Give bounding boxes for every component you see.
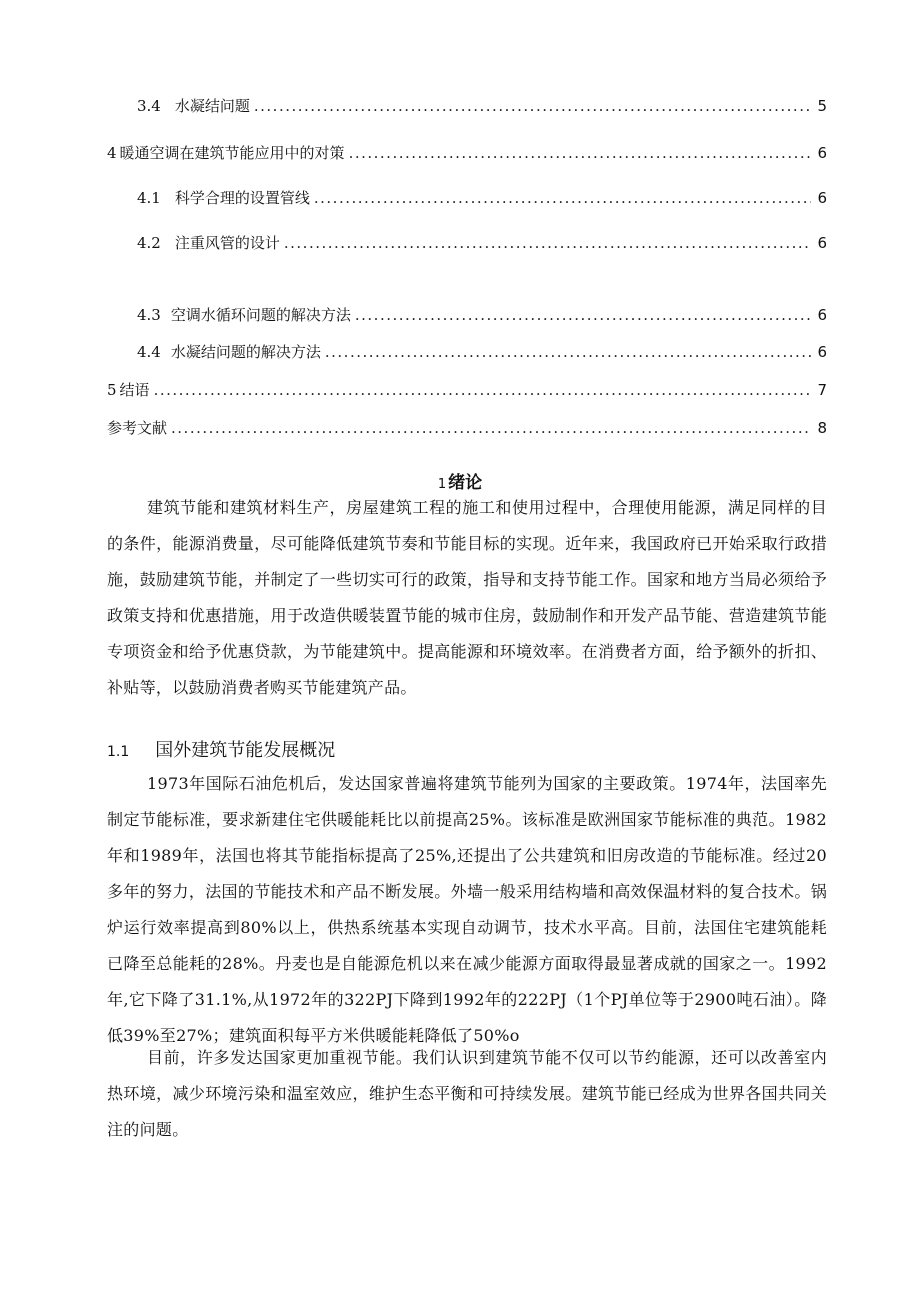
section-title: 绪论 — [448, 473, 483, 493]
toc-leader-dots — [154, 380, 811, 400]
toc-entry-3-4[interactable] — [137, 96, 827, 116]
toc-page-number: 8 — [817, 419, 827, 437]
toc-title: 空调水循环问题的解决方法 — [170, 306, 351, 324]
toc-leader-dots — [349, 143, 811, 163]
toc-page-number: 5 — [817, 97, 827, 115]
section-number: 1.1 — [107, 744, 130, 760]
toc-leader-dots — [314, 188, 811, 208]
toc-number: 4.1 — [137, 189, 161, 207]
toc-entry-5[interactable] — [107, 380, 827, 400]
toc-title: 水凝结问题 — [174, 97, 250, 115]
body-paragraph-intro: 建筑节能和建筑材料生产，房屋建筑工程的施工和使用过程中，合理使用能源，满足同样的目的条件，能源消费量，尽可能降低建筑节奏和节能目标的实现。近年来，我国政府已开始采取行政措施，鼓励建筑节能，并制定了一些切实可行的政策，指导和支持节能工作。国家和地方当局必须给予政策支持和优惠措施，用于改造供暖装置节能的城市住房，鼓励制作和开发产品节能、营造建筑节能专项资金和给予优惠贷款，为节能建筑中。提高能源和环境效率。在消费者方面，给予额外的折扣、补贴等，以鼓励消费者购买节能建筑产品。 — [107, 498, 827, 697]
toc-entry-4-3[interactable] — [137, 305, 827, 325]
toc-entry-4-1[interactable] — [137, 188, 827, 208]
body-paragraph-current: 目前，许多发达国家更加重视节能。我们认识到建筑节能不仅可以节约能源，还可以改善室内热环境，减少环境污染和温室效应，维护生态平衡和可持续发展。建筑节能已经成为世界各国共同关注的问题。 — [107, 1048, 827, 1139]
body-paragraph-history: 1973年国际石油危机后，发达国家普遍将建筑节能列为国家的主要政策。1974年，法国率先制定节能标准，要求新建住宅供暖能耗比以前提高25%。该标准是欧洲国家节能标准的典范。1982年和1989年，法国也将其节能指标提高了25%,还提出了公共建筑和旧房改造的节能标准。经过20多年的努力，法国的节能技术和产品不断发展。外墙一般采用结构墙和高效保温材料的复合技术。锅炉运行效率提高到80%以上，供热系统基本实现自动调节，技术水平高。目前，法国住宅建筑能耗已降至总能耗的28%。丹麦也是自能源危机以来在减少能源方面取得最显著成就的国家之一。1992年,它下降了31.1%,从1972年的322PJ下降到1992年的222PJ（1个PJ单位等于2900吨石油）。降低39%至27%；建筑面积每平方米供暖能耗降低了50%o — [107, 774, 827, 1045]
toc-leader-dots — [355, 305, 811, 325]
toc-title: 科学合理的设置管线 — [174, 189, 310, 207]
toc-page-number: 6 — [817, 306, 827, 324]
toc-number: 3.4 — [137, 97, 161, 115]
toc-page-number: 6 — [817, 234, 827, 252]
toc-title: 暖通空调在建筑节能应用中的对策 — [119, 144, 345, 162]
toc-entry-4-2[interactable] — [137, 233, 827, 253]
toc-page-number: 6 — [817, 144, 827, 162]
section-title: 国外建筑节能发展概况 — [155, 740, 336, 761]
toc-number: 5 — [107, 381, 117, 399]
toc-entry-4-4[interactable] — [137, 342, 827, 362]
toc-page-number: 6 — [817, 343, 827, 361]
toc-leader-dots — [254, 96, 811, 116]
toc-leader-dots — [284, 233, 811, 253]
toc-leader-dots — [171, 418, 811, 438]
toc-page-number: 7 — [817, 381, 827, 399]
toc-number: 4.4 — [137, 343, 161, 361]
toc-number: 4 — [107, 144, 117, 162]
toc-title: 水凝结问题的解决方法 — [170, 343, 321, 361]
toc-entry-4[interactable] — [107, 143, 827, 163]
toc-leader-dots — [325, 342, 811, 362]
toc-page-number: 6 — [817, 189, 827, 207]
section-number: 1 — [437, 477, 447, 492]
toc-title: 参考文献 — [107, 419, 168, 437]
toc-entry-references[interactable] — [107, 418, 827, 438]
toc-number: 4.2 — [137, 234, 161, 252]
toc-number: 4.3 — [137, 306, 161, 324]
toc-title: 注重风管的设计 — [174, 234, 280, 252]
toc-title: 结语 — [119, 381, 150, 399]
section-heading-1-1 — [107, 736, 335, 762]
